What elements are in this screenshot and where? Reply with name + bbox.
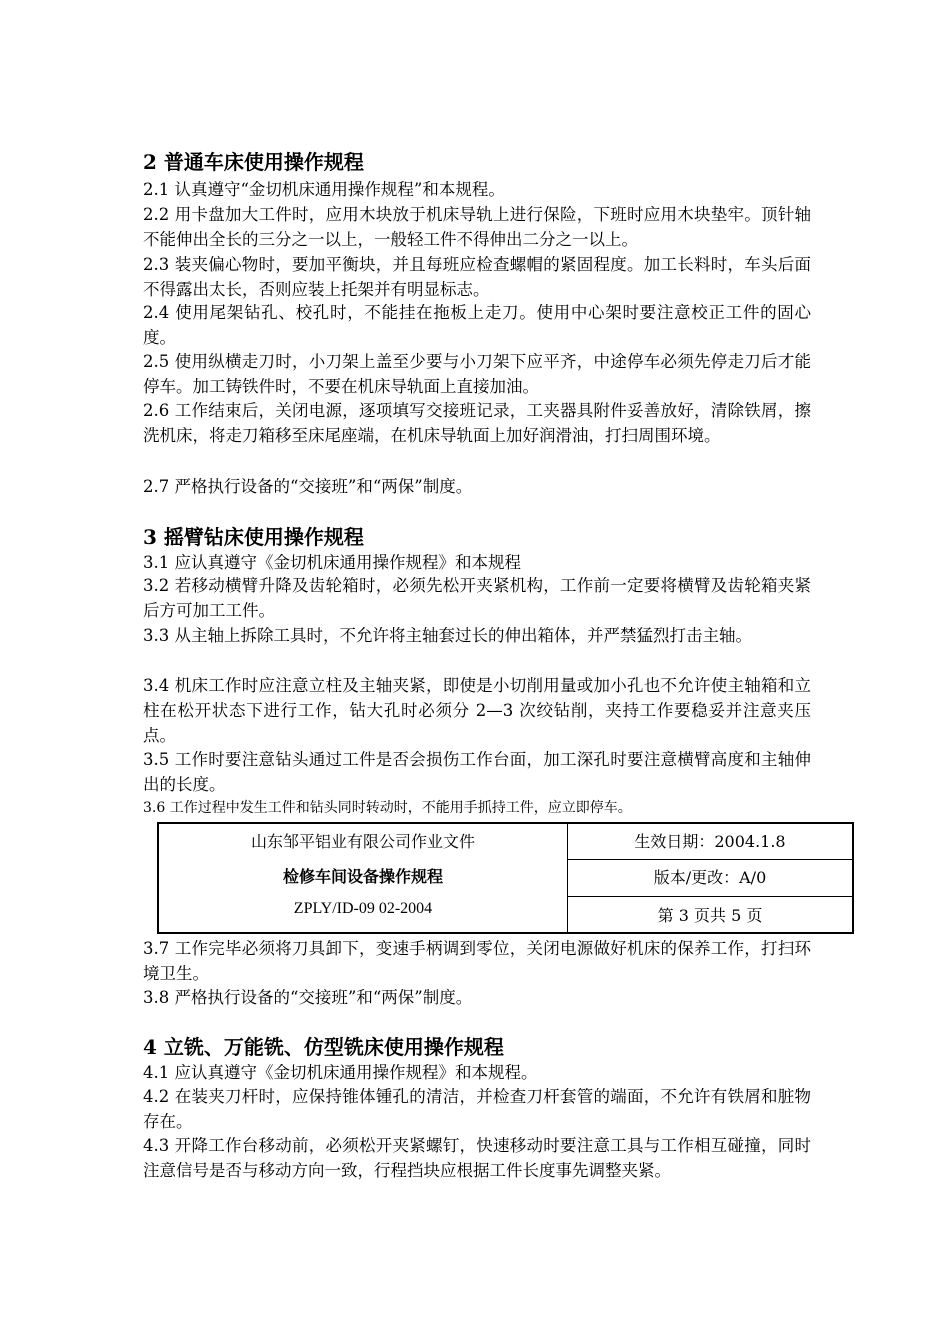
- paragraph-3-8: 3.8 严格执行设备的“交接班”和“两保”制度。: [143, 988, 473, 1007]
- paragraph-2-5: 2.5 使用纵横走刀时，小刀架上盖至少要与小刀架下应平齐，中途停车必须先停走刀后才能停车。加工铸铁件时，不要在机床导轨面上直接加油。: [143, 352, 811, 396]
- paragraph-3-2: 3.2 若移动横臂升降及齿轮箱时，必须先松开夹紧机构，工作前一定要将横臂及齿轮箱夹紧后方可加工工件。: [143, 576, 811, 620]
- header-right-cells: [568, 824, 852, 932]
- version: 版本/更改：A/0: [568, 860, 852, 897]
- paragraph-3-6: 3.6 工作过程中发生工件和钻头同时转动时，不能用手抓持工件，应立即停车。: [143, 800, 632, 816]
- section-2-heading: 2 普通车床使用操作规程: [143, 150, 364, 174]
- paragraph-3-5: 3.5 工作时要注意钻头通过工件是否会损伤工作台面，加工深孔时要注意横臂高度和主轴伸出的长度。: [143, 750, 811, 794]
- document-header-box: [157, 822, 854, 934]
- paragraph-3-4: 3.4 机床工作时应注意立柱及主轴夹紧，即使是小切削用量或加小孔也不允许使主轴箱和立柱在松开状态下进行工作，钻大孔时必须分 2—3 次绞钻削，夹持工作要稳妥并注意夹压点。: [143, 676, 811, 745]
- paragraph-4-3: 4.3 开降工作台移动前，必须松开夹紧螺钉，快速移动时要注意工具与工作相互碰撞，同时注意信号是否与移动方向一致，行程挡块应根据工件长度事先调整夹紧。: [143, 1136, 811, 1180]
- paragraph-4-1: 4.1 应认真遵守《金切机床通用操作规程》和本规程。: [143, 1063, 538, 1082]
- paragraph-3-1: 3.1 应认真遵守《金切机床通用操作规程》和本规程: [143, 553, 521, 572]
- section-3-heading: 3 摇臂钻床使用操作规程: [143, 525, 364, 549]
- paragraph-4-2: 4.2 在装夹刀杆时，应保持锥体锺孔的清洁，并检查刀杆套管的端面，不允许有铁屑和脏物存在。: [143, 1087, 811, 1131]
- company-name: 山东邹平铝业有限公司作业文件: [250, 832, 475, 851]
- paragraph-2-6: 2.6 工作结束后，关闭电源，逐项填写交接班记录，工夹器具附件妥善放好，清除铁屑，擦洗机床，将走刀箱移至床尾座端，在机床导轨面上加好润滑油，打扫周围环境。: [143, 401, 811, 445]
- effective-date: 生效日期：2004.1.8: [568, 824, 852, 860]
- paragraph-3-3: 3.3 从主轴上拆除工具时，不允许将主轴套过长的伸出箱体，并严禁猛烈打击主轴。: [143, 626, 752, 645]
- paragraph-2-2: 2.2 用卡盘加大工件时，应用木块放于机床导轨上进行保险，下班时应用木块垫牢。顶针轴不能伸出全长的三分之一以上，一般轻工件不得伸出二分之一以上。: [143, 205, 811, 249]
- header-left-cell: [159, 824, 568, 932]
- paragraph-3-7: 3.7 工作完毕必须将刀具卸下，变速手柄调到零位，关闭电源做好机床的保养工作，打扫环境卫生。: [143, 939, 811, 983]
- paragraph-2-1: 2.1 认真遵守“金切机床通用操作规程”和本规程。: [143, 180, 505, 199]
- paragraph-2-4: 2.4 使用尾架钻孔、校孔时，不能挂在拖板上走刀。使用中心架时要注意校正工件的固心度。: [143, 303, 811, 347]
- paragraph-2-3: 2.3 装夹偏心物时，要加平衡块，并且每班应检查螺帽的紧固程度。加工长料时，车头后面不得露出太长，否则应装上托架并有明显标志。: [143, 255, 811, 299]
- document-number: ZPLY/ID-09 02-2004: [293, 900, 433, 917]
- paragraph-2-7: 2.7 严格执行设备的“交接班”和“两保”制度。: [143, 477, 473, 496]
- section-4-heading: 4 立铣、万能铣、仿型铣床使用操作规程: [143, 1035, 504, 1059]
- page-indicator: 第 3 页共 5 页: [657, 906, 763, 925]
- document-title: 检修车间设备操作规程: [282, 867, 443, 886]
